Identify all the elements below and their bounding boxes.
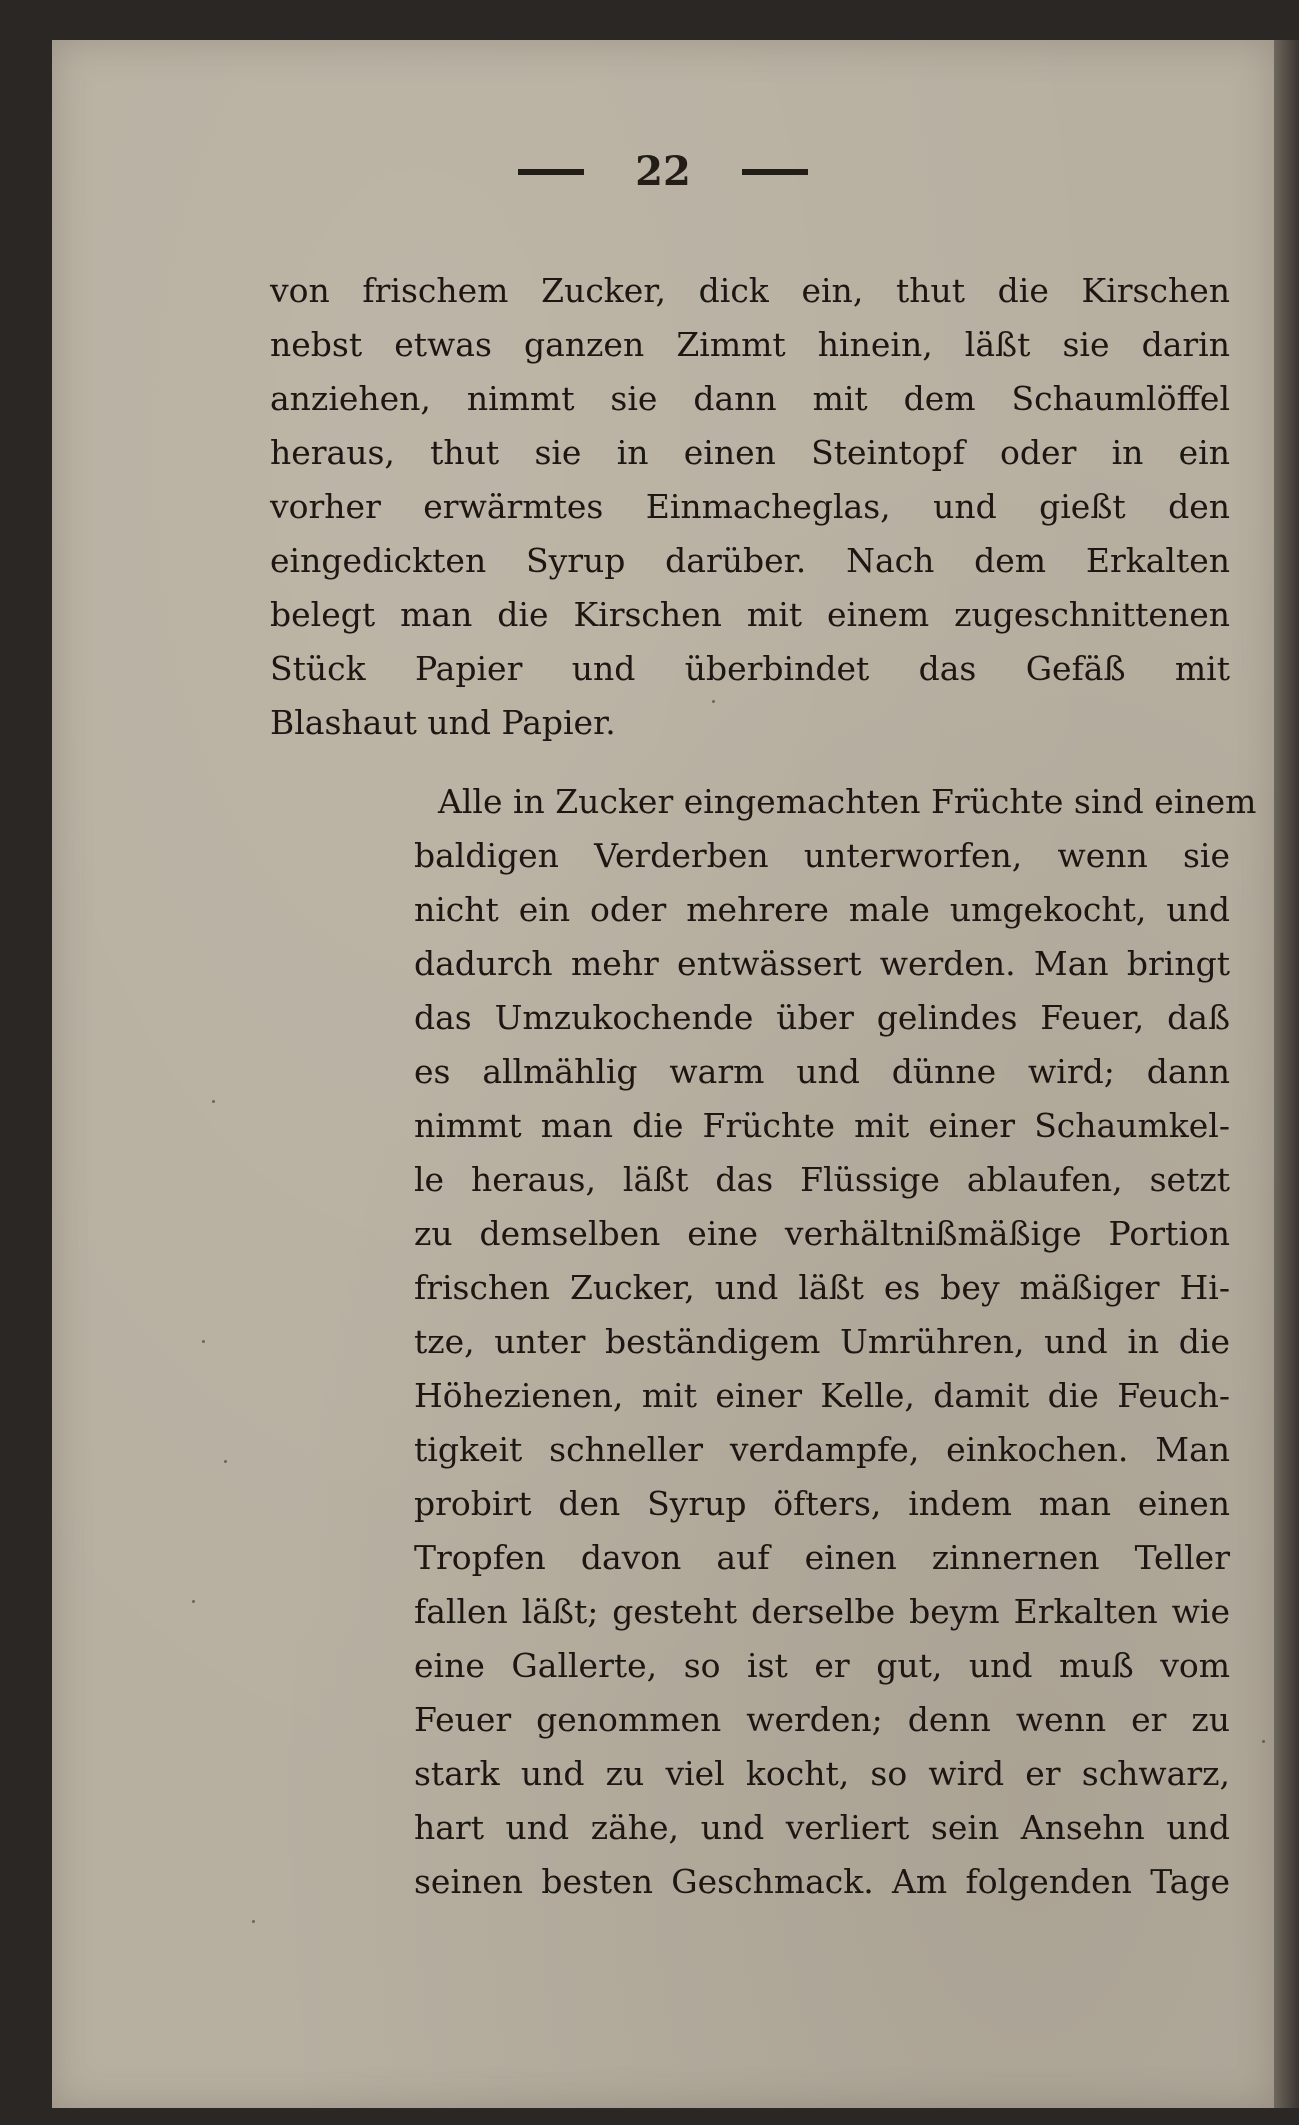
text-line: nebst etwas ganzen Zimmt hinein, läßt sie darin [270, 325, 1230, 364]
text-line: eingedickten Syrup darüber. Nach dem Erkalten [270, 541, 1230, 580]
text-line: vorher erwärmtes Einmacheglas, und gießt den [270, 487, 1230, 526]
text-line: le heraus, läßt das Flüssige ablaufen, setzt [414, 1160, 1230, 1199]
page-header [52, 148, 1274, 208]
text-line: anziehen, nimmt sie dann mit dem Schaumlöffel [270, 379, 1230, 418]
text-line: fallen läßt; gesteht derselbe beym Erkalten wie [414, 1592, 1230, 1631]
text-line: probirt den Syrup öfters, indem man einen [414, 1484, 1230, 1523]
text-line: zu demselben eine verhältnißmäßige Portion [414, 1214, 1230, 1253]
text-line: Alle in Zucker eingemachten Früchte sind einem [438, 782, 1257, 821]
text-line: hart und zähe, und verliert sein Ansehn und [414, 1808, 1230, 1847]
text-line: von frischem Zucker, dick ein, thut die Kirschen [270, 271, 1230, 310]
paragraph-2 [414, 775, 1257, 1909]
text-line: tigkeit schneller verdampfe, einkochen. Man [414, 1430, 1230, 1469]
text-line: Feuer genommen werden; denn wenn er zu [414, 1700, 1230, 1739]
text-line: es allmählig warm und dünne wird; dann [414, 1052, 1230, 1091]
text-line: tze, unter beständigem Umrühren, und in die [414, 1322, 1230, 1361]
adjacent-page-edge [1274, 40, 1299, 2108]
text-line: baldigen Verderben unterworfen, wenn sie [414, 836, 1230, 875]
text-line: Höhezienen, mit einer Kelle, damit die Feuch- [414, 1376, 1230, 1415]
paragraph-1 [270, 264, 1230, 750]
text-line: stark und zu viel kocht, so wird er schwarz, [414, 1754, 1230, 1793]
text-line: das Umzukochende über gelindes Feuer, daß [414, 998, 1230, 1037]
text-line: belegt man die Kirschen mit einem zugeschnittenen [270, 595, 1230, 634]
book-page [52, 40, 1274, 2108]
text-line: Tropfen davon auf einen zinnernen Teller [414, 1538, 1230, 1577]
text-line: dadurch mehr entwässert werden. Man bringt [414, 944, 1230, 983]
text-line: Stück Papier und überbindet das Gefäß mit [270, 649, 1230, 688]
text-line: eine Gallerte, so ist er gut, und muß vom [414, 1646, 1230, 1685]
header-rule-right [742, 169, 808, 175]
header-rule-left [518, 169, 584, 175]
text-line: seinen besten Geschmack. Am folgenden Tage [414, 1862, 1230, 1901]
page-number: 22 [635, 148, 691, 195]
text-line: nicht ein oder mehrere male umgekocht, und [414, 890, 1230, 929]
text-line: heraus, thut sie in einen Steintopf oder in ein [270, 433, 1230, 472]
text-line: Blashaut und Papier. [270, 703, 616, 742]
text-line: nimmt man die Früchte mit einer Schaumkel- [414, 1106, 1230, 1145]
text-line: frischen Zucker, und läßt es bey mäßiger Hi- [414, 1268, 1230, 1307]
